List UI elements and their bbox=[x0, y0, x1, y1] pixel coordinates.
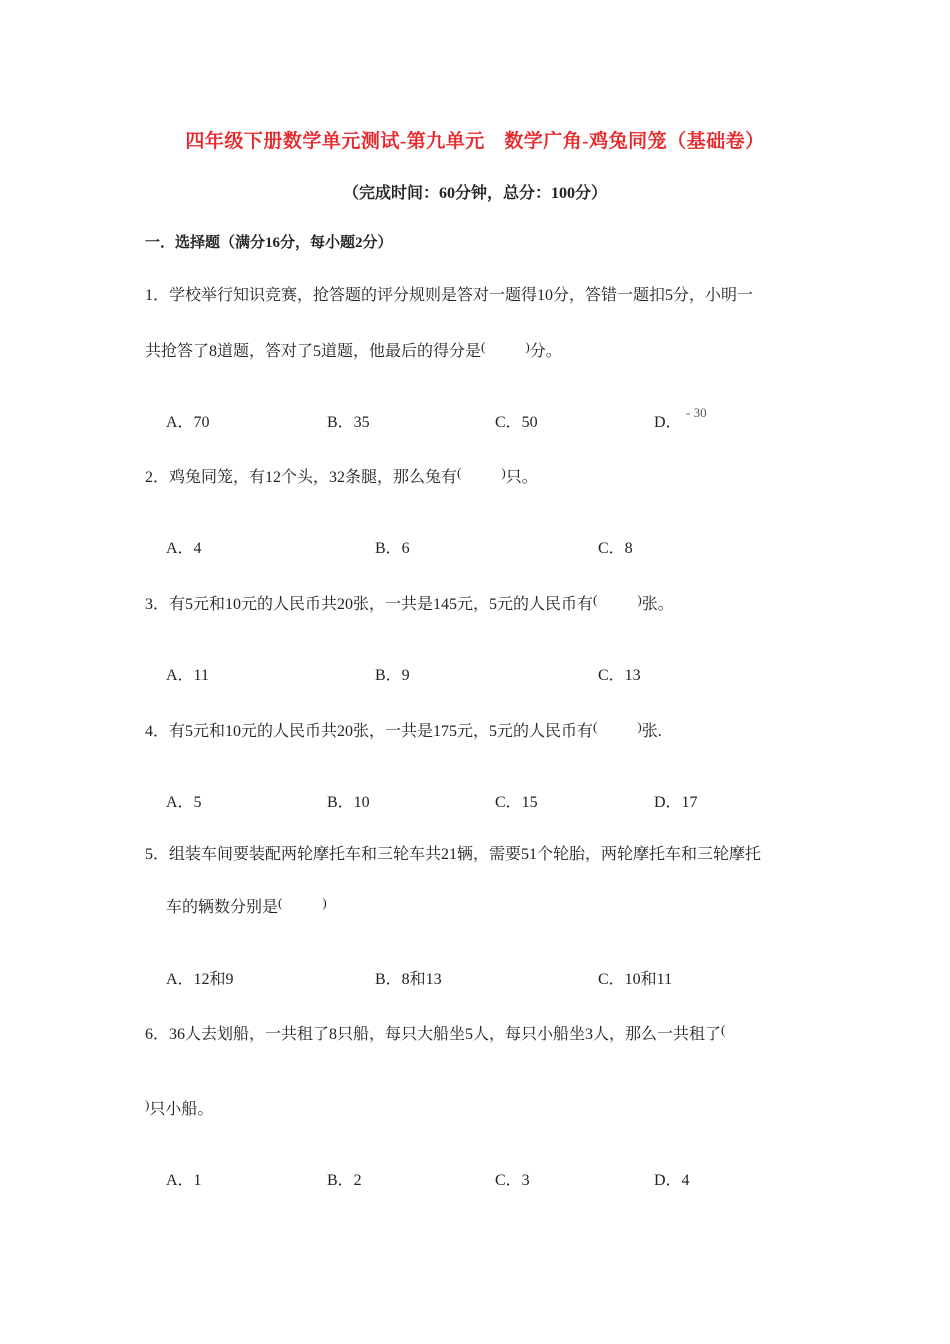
answer-blank-close: ) bbox=[322, 895, 327, 910]
answer-blank-close: ) bbox=[501, 465, 506, 480]
question-1-option-d-value: - 30 bbox=[686, 405, 707, 420]
answer-blank-open: ( bbox=[593, 592, 598, 607]
question-4-option-d[interactable]: D．17 bbox=[654, 794, 698, 811]
question-3-option-a[interactable]: A．11 bbox=[166, 667, 209, 684]
answer-blank-open: ( bbox=[457, 465, 462, 480]
question-4-option-c[interactable]: C．15 bbox=[495, 794, 538, 811]
question-6-option-a[interactable]: A．1 bbox=[166, 1172, 202, 1189]
question-3-option-c[interactable]: C．13 bbox=[598, 667, 641, 684]
question-1-option-d[interactable]: D． bbox=[654, 414, 682, 431]
answer-blank-open: ( bbox=[593, 719, 598, 734]
question-3-text: 3．有5元和10元的人民币共20张，一共是145元，5元的人民币有( )张。 bbox=[145, 592, 674, 613]
question-5-option-a[interactable]: A．12和9 bbox=[166, 971, 234, 988]
question-2-option-c[interactable]: C．8 bbox=[598, 540, 633, 557]
section-heading: 一．选择题（满分16分，每小题2分） bbox=[145, 235, 393, 251]
answer-blank-close: ) bbox=[145, 1097, 150, 1112]
question-2-text: 2．鸡兔同笼，有12个头，32条腿，那么兔有( )只。 bbox=[145, 465, 538, 486]
question-1-option-a[interactable]: A．70 bbox=[166, 414, 210, 431]
question-1-text: 1．学校举行知识竞赛，抢答题的评分规则是答对一题得10分，答错一题扣5分，小明一 bbox=[145, 287, 754, 304]
answer-blank-open: ( bbox=[721, 1022, 726, 1037]
answer-blank-open: ( bbox=[481, 339, 486, 354]
question-5-text: 5．组装车间要装配两轮摩托车和三轮车共21辆，需要51个轮胎，两轮摩托车和三轮摩托 bbox=[145, 846, 762, 863]
question-4-option-a[interactable]: A．5 bbox=[166, 794, 202, 811]
answer-blank-open: ( bbox=[278, 895, 283, 910]
question-3-option-b[interactable]: B．9 bbox=[375, 667, 410, 684]
question-5-option-c[interactable]: C．10和11 bbox=[598, 971, 673, 988]
answer-blank-close: ) bbox=[637, 719, 642, 734]
question-2-option-b[interactable]: B．6 bbox=[375, 540, 410, 557]
question-2-option-a[interactable]: A．4 bbox=[166, 540, 202, 557]
question-1-text-cont: 共抢答了8道题，答对了5道题，他最后的得分是( )分。 bbox=[145, 339, 562, 360]
answer-blank-close: ) bbox=[525, 339, 530, 354]
question-1-option-b[interactable]: B．35 bbox=[327, 414, 370, 431]
question-6-option-b[interactable]: B．2 bbox=[327, 1172, 362, 1189]
question-6-option-d[interactable]: D．4 bbox=[654, 1172, 690, 1189]
page-subtitle: （完成时间：60分钟，总分：100分） bbox=[342, 185, 607, 202]
page-title: 四年级下册数学单元测试-第九单元 数学广角-鸡兔同笼（基础卷） bbox=[185, 131, 765, 152]
question-4-text: 4．有5元和10元的人民币共20张，一共是175元，5元的人民币有( )张. bbox=[145, 719, 662, 740]
answer-blank-close: ) bbox=[637, 592, 642, 607]
question-6-text-cont: )只小船。 bbox=[145, 1097, 214, 1118]
question-5-option-b[interactable]: B．8和13 bbox=[375, 971, 442, 988]
question-5-text-cont: 车的辆数分别是( ) bbox=[166, 895, 327, 916]
question-1-option-c[interactable]: C．50 bbox=[495, 414, 538, 431]
question-6-text: 6．36人去划船，一共租了8只船，每只大船坐5人，每只小船坐3人，那么一共租了( bbox=[145, 1022, 726, 1043]
question-4-option-b[interactable]: B．10 bbox=[327, 794, 370, 811]
question-6-option-c[interactable]: C．3 bbox=[495, 1172, 530, 1189]
